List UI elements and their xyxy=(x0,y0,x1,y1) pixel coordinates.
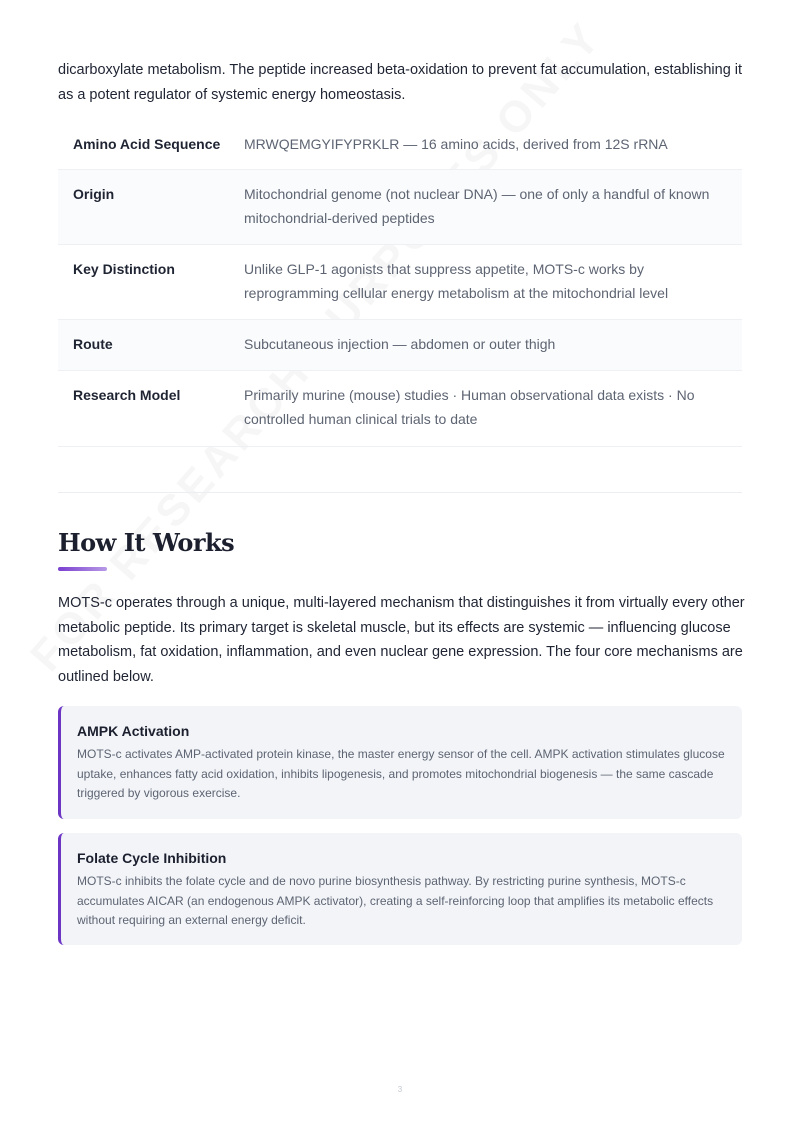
spec-label: Origin xyxy=(73,186,115,202)
spec-label: Key Distinction xyxy=(73,261,175,277)
spec-label: Route xyxy=(73,336,113,352)
spec-row-origin xyxy=(58,170,742,245)
spec-value: Unlike GLP-1 agonists that suppress appetite, MOTS-c works by reprogramming cellular energy metabolism at the mitochondrial level xyxy=(244,261,669,301)
spec-label: Amino Acid Sequence xyxy=(73,136,221,152)
page-number: 3 xyxy=(397,1085,403,1094)
spec-table xyxy=(58,120,742,447)
mechanism-text: MOTS-c inhibits the folate cycle and de novo purine biosynthesis pathway. By restricting purine synthesis, MOTS-c accumulates AICAR (an endogenous AMPK activator), creating a self-reinforcing loop that amplifies its metabolic effects without requiring an external energy deficit. xyxy=(77,874,714,928)
intro-paragraph: dicarboxylate metabolism. The peptide increased beta-oxidation to prevent fat accumulation, establishing it as a potent regulator of systemic energy homeostasis. xyxy=(58,62,743,103)
section-body: MOTS-c operates through a unique, multi-layered mechanism that distinguishes it from virtually every other metabolic peptide. Its primary target is skeletal muscle, but its effects are systemic — influencing glucose metabolism, fat oxidation, inflammation, and even nuclear gene expression. The four core mechanisms are outlined below. xyxy=(58,595,745,685)
spec-row-research-model xyxy=(58,371,742,447)
spec-label: Research Model xyxy=(73,387,181,403)
spec-value: Subcutaneous injection — abdomen or outer thigh xyxy=(244,336,556,352)
spec-value: Primarily murine (mouse) studies · Human observational data exists · No controlled human clinical trials to date xyxy=(244,387,695,427)
section-divider xyxy=(58,492,742,493)
spec-value: Mitochondrial genome (not nuclear DNA) — one of only a handful of known mitochondrial-derived peptides xyxy=(244,186,710,226)
mechanism-card-folate xyxy=(58,833,742,945)
spec-row-route xyxy=(58,320,742,371)
mechanism-title: Folate Cycle Inhibition xyxy=(77,850,227,866)
title-underline xyxy=(58,567,107,571)
mechanism-card-ampk xyxy=(58,706,742,819)
spec-row-sequence xyxy=(58,120,742,170)
mechanism-title: AMPK Activation xyxy=(77,723,190,739)
mechanism-text: MOTS-c activates AMP-activated protein kinase, the master energy sensor of the cell. AMPK activation stimulates glucose uptake, enhances fatty acid oxidation, inhibits lipogenesis, and promotes mitochondrial biogenesis — the same cascade triggered by vigorous exercise. xyxy=(77,747,725,801)
spec-row-key-distinction xyxy=(58,245,742,320)
section-title: How It Works xyxy=(58,528,235,557)
spec-value: MRWQEMGYIFYPRKLR — 16 amino acids, derived from 12S rRNA xyxy=(244,136,668,152)
